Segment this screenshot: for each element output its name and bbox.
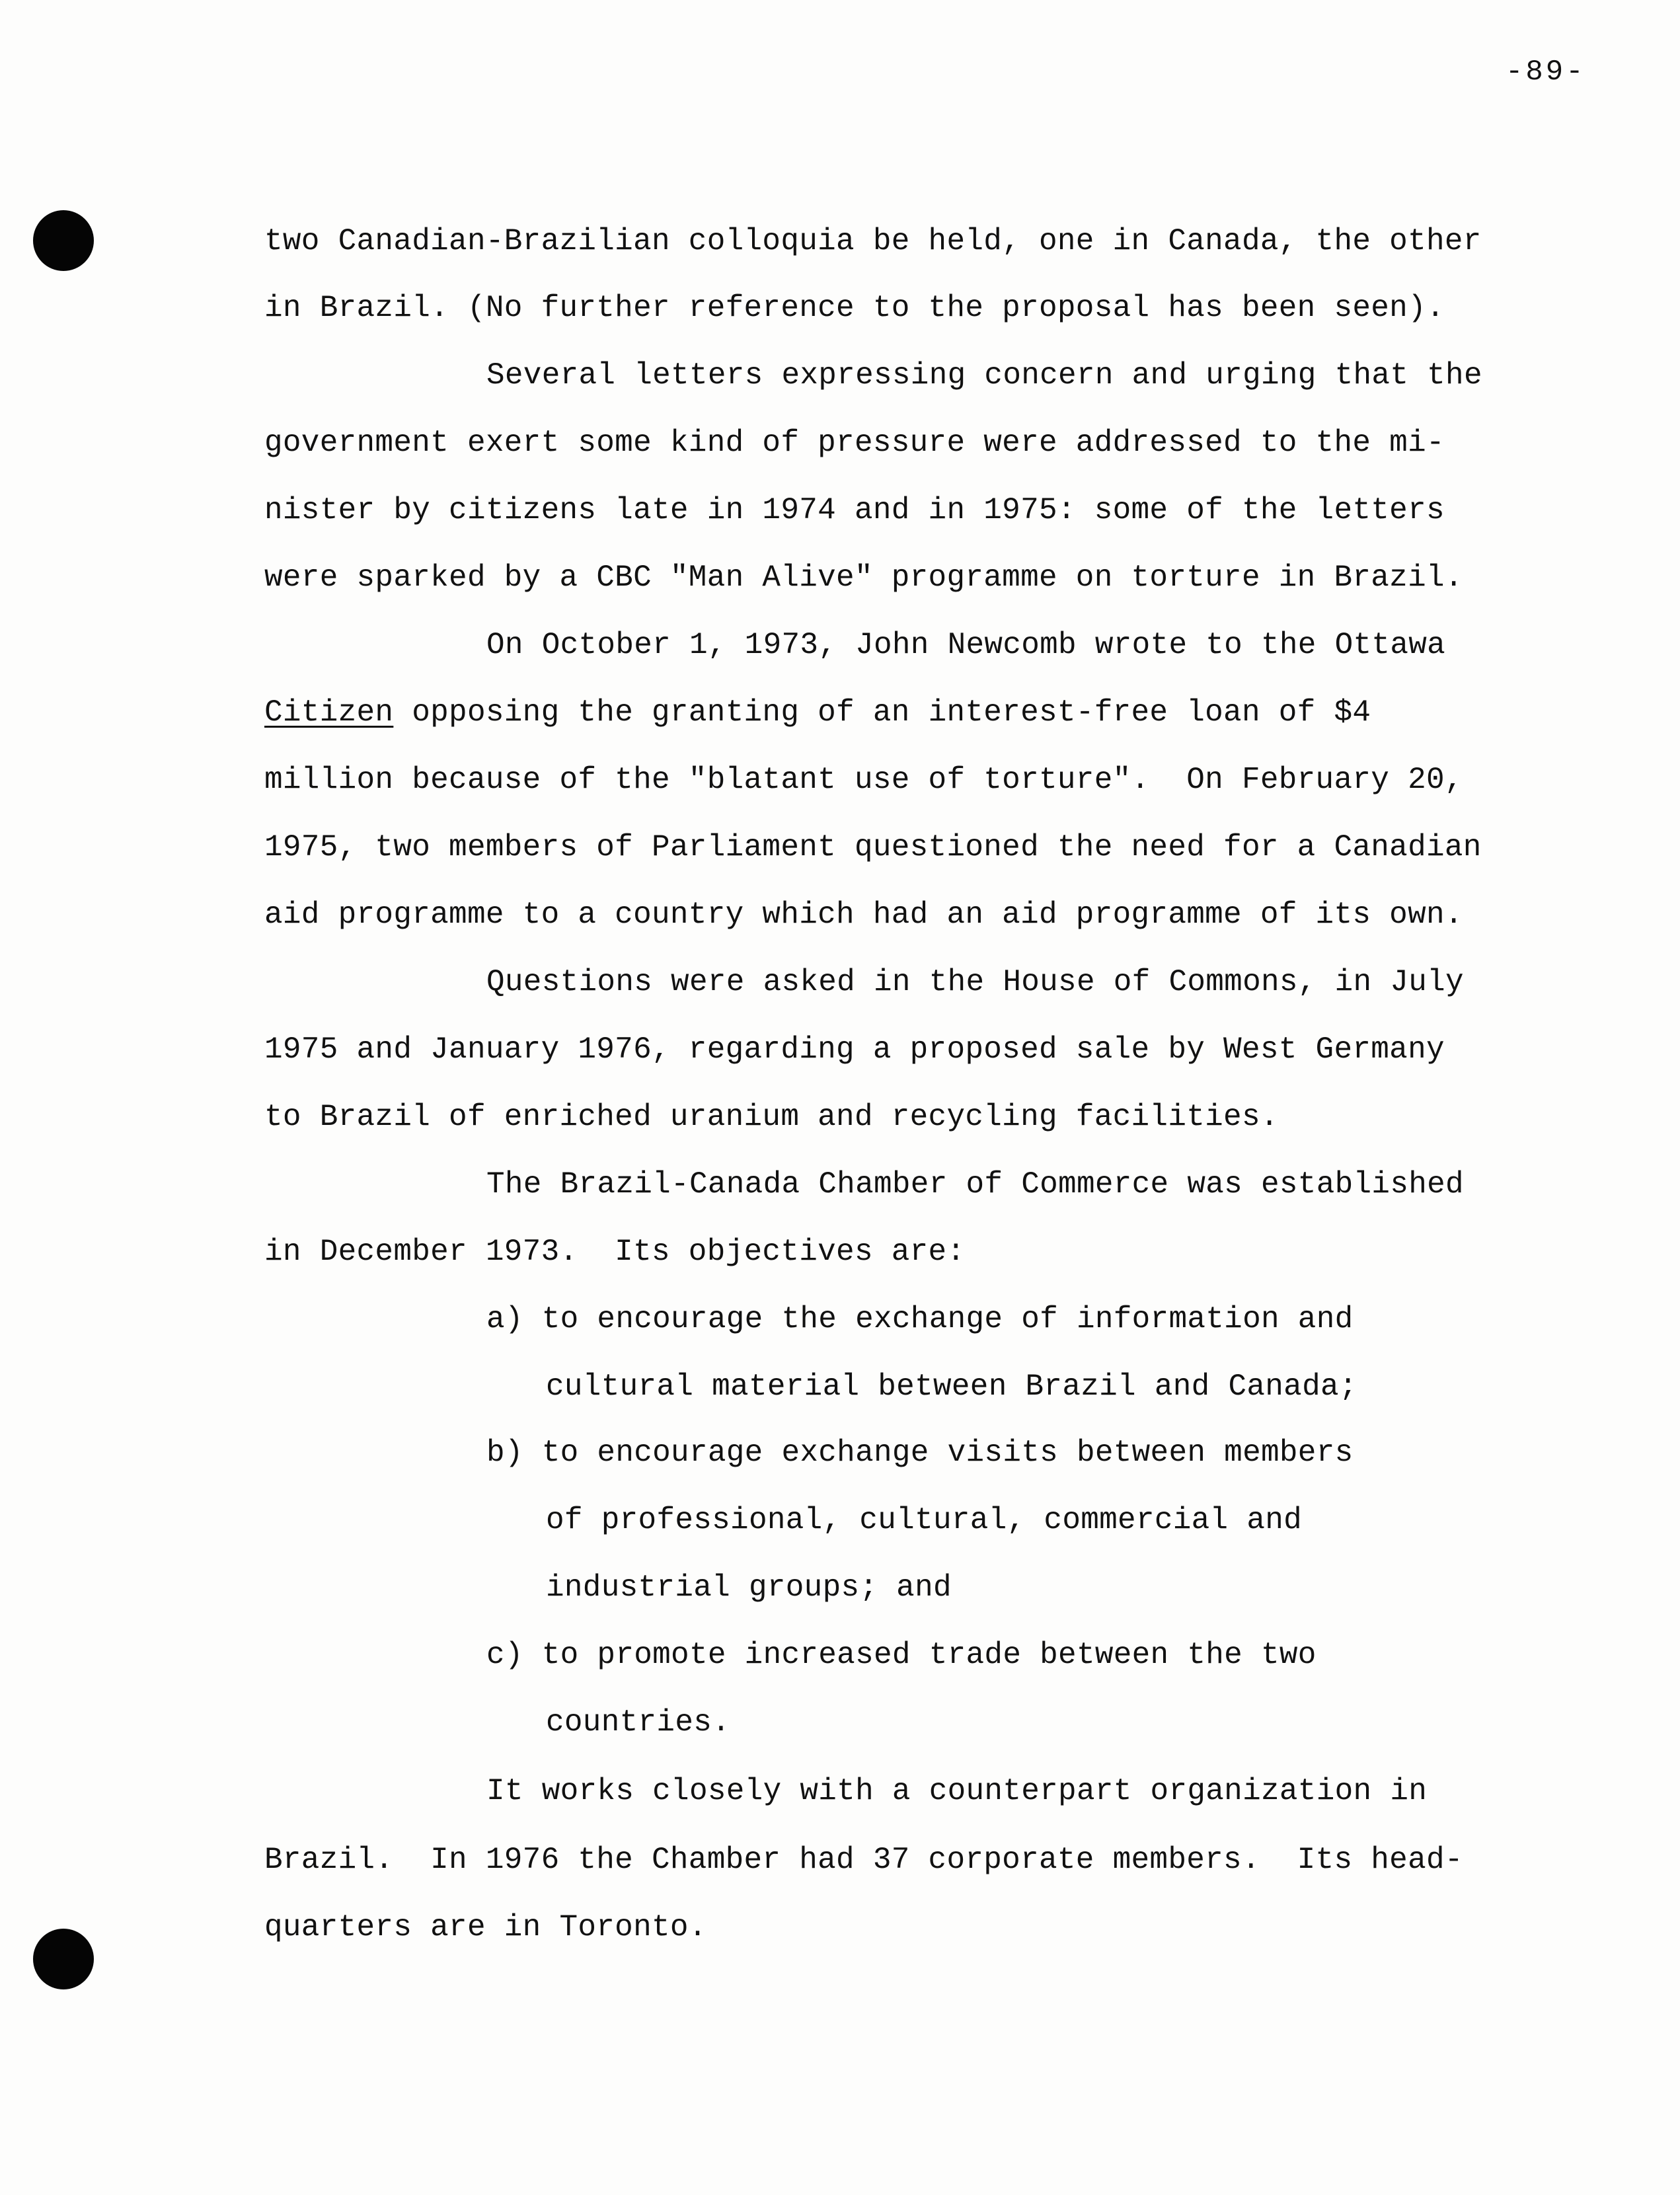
text-line: quarters are in Toronto. — [264, 1910, 707, 1945]
punch-hole-bottom — [33, 1929, 94, 1989]
text-line: It works closely with a counterpart organization in — [486, 1774, 1428, 1808]
text-line: 1975, two members of Parliament questioned the need for a Canadian — [264, 830, 1482, 865]
text-line: nister by citizens late in 1974 and in 1975: some of the letters — [264, 493, 1445, 527]
list-item-a-continued: cultural material between Brazil and Canada; — [546, 1369, 1357, 1404]
text-line: two Canadian-Brazilian colloquia be held, one in Canada, the other — [264, 224, 1482, 258]
underlined-title: Citizen — [264, 695, 394, 730]
text-line: The Brazil-Canada Chamber of Commerce was established — [486, 1167, 1464, 1202]
list-item-c: c) to promote increased trade between the two — [486, 1638, 1317, 1672]
text-line: 1975 and January 1976, regarding a proposed sale by West Germany — [264, 1032, 1445, 1067]
text-line: in December 1973. Its objectives are: — [264, 1235, 966, 1269]
text-line: to Brazil of enriched uranium and recycling facilities. — [264, 1100, 1279, 1134]
text-line: aid programme to a country which had an aid programme of its own. — [264, 898, 1463, 932]
list-item-b: b) to encourage exchange visits between members — [486, 1436, 1354, 1470]
punch-hole-top — [33, 210, 94, 271]
list-item-b-continued: of professional, cultural, commercial and — [546, 1503, 1303, 1537]
text-line: million because of the "blatant use of torture". On February 20, — [264, 763, 1463, 797]
text-line — [264, 693, 1371, 732]
text-line: Questions were asked in the House of Commons, in July — [486, 965, 1464, 999]
text-line: Several letters expressing concern and urging that the — [486, 358, 1482, 393]
list-item-c-continued: countries. — [546, 1705, 731, 1740]
text-line: On October 1, 1973, John Newcomb wrote to the Ottawa — [486, 628, 1446, 662]
text-line: Brazil. In 1976 the Chamber had 37 corporate members. Its head- — [264, 1843, 1463, 1877]
text-line: in Brazil. (No further reference to the proposal has been seen). — [264, 291, 1445, 325]
text-span: opposing the granting of an interest-free loan of $4 — [393, 695, 1371, 730]
list-item-b-continued: industrial groups; and — [546, 1570, 952, 1605]
text-line: government exert some kind of pressure were addressed to the mi- — [264, 426, 1445, 460]
list-item-a: a) to encourage the exchange of information and — [486, 1302, 1354, 1336]
text-line: were sparked by a CBC "Man Alive" programme on torture in Brazil. — [264, 560, 1463, 595]
page-number: -89- — [1506, 56, 1586, 89]
